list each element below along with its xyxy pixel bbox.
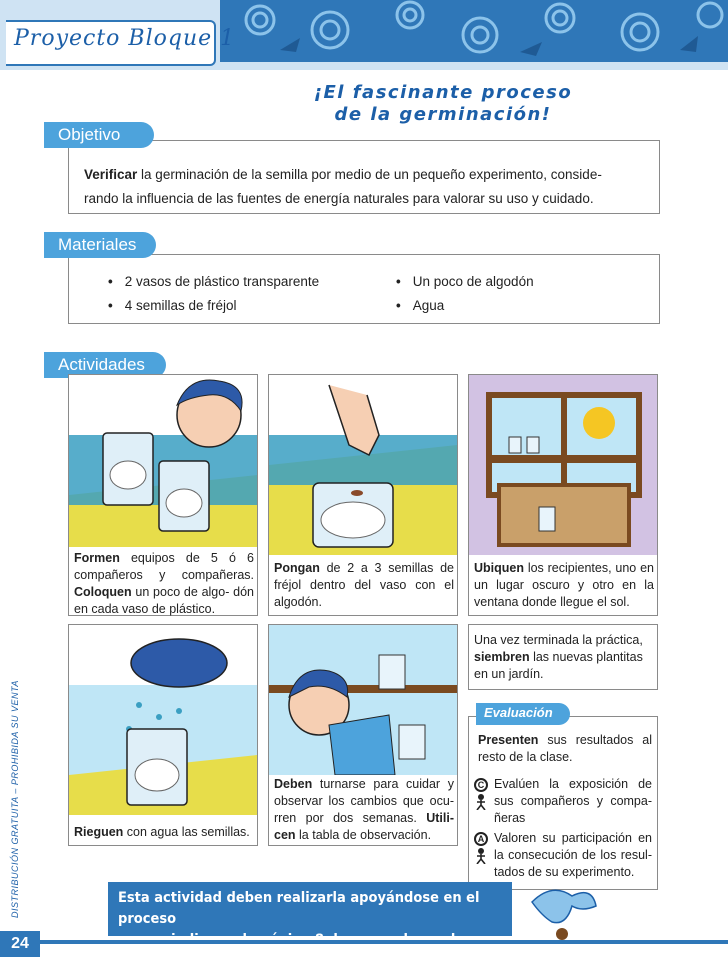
coevaluation-badge: C (474, 778, 488, 792)
person-icon (474, 794, 488, 810)
autoevaluation-text: Valoren su participación en la consecución de los resul- tados de su experimento. (494, 831, 652, 879)
activity-caption-2 (274, 560, 454, 611)
caption-lead: Formen (74, 551, 120, 565)
material-item: • Un poco de algodón (396, 274, 534, 289)
footer-rule (40, 940, 728, 944)
caption-text: las nuevas plantitas en un jardín. (474, 650, 643, 681)
activity-caption-1 (74, 550, 254, 618)
header-decoration (220, 0, 728, 62)
caption-lead: Rieguen (74, 825, 124, 839)
caption-text: equipos de 5 ó 6 compañeros y compañeras. (74, 551, 254, 582)
caption-lead: Deben (274, 777, 313, 791)
hand-seeds-illustration-icon (269, 375, 457, 555)
window-sun-illustration-icon (469, 375, 657, 555)
kid-notebook-illustration-icon (269, 625, 457, 775)
activity-caption-5 (274, 776, 454, 844)
caption-text: la tabla de observación. (295, 828, 432, 842)
caption-lead: Coloquen (74, 585, 132, 599)
coevaluation-text: Evalúen la exposición de sus compañeros y compa- ñeras (494, 777, 652, 825)
distribution-notice: DISTRIBUCIÓN GRATUITA – PROHIBIDA SU VENTA (10, 680, 20, 918)
objective-text (84, 163, 644, 211)
material-item: • 2 vasos de plástico transparente (108, 274, 319, 289)
materials-box (68, 254, 660, 324)
activity-panel-4 (68, 624, 258, 846)
caption-text: Una vez terminada la práctica, (474, 633, 643, 647)
activity-caption-4 (74, 824, 258, 841)
caption-lead: Utili- cen (274, 811, 454, 842)
project-tab-title: Proyecto Bloque 1 (14, 26, 236, 51)
water-splash-icon (522, 882, 602, 942)
caption-lead: Pongan (274, 561, 320, 575)
objective-label: Objetivo (44, 122, 154, 148)
page-number: 24 (0, 931, 40, 957)
evaluation-label: Evaluación (476, 703, 570, 725)
watering-shower-illustration-icon (69, 625, 257, 815)
caption-text: turnarse para cuidar y observar los cambios que ocu- rren por dos semanas. (274, 777, 454, 825)
caption-text: un poco de algo- dón en cada vaso de plástico. (74, 585, 254, 616)
page-title-line2: de la germinación! (334, 104, 552, 125)
caption-text: con agua las semillas. (123, 825, 250, 839)
activity-caption-6 (474, 632, 656, 683)
caption-text: de 2 a 3 semillas de fréjol dentro del vaso con el algodón. (274, 561, 454, 609)
materials-label: Materiales (44, 232, 156, 258)
activity-caption-3 (474, 560, 654, 611)
material-item: • Agua (396, 298, 444, 313)
note-line1: Esta actividad deben realizarla apoyándose en el proceso (118, 890, 480, 927)
evaluation-intro (478, 732, 652, 766)
objective-line1: la germinación de la semilla por medio de un pequeño experimento, conside- (137, 167, 602, 182)
page-title (268, 82, 618, 126)
activity-note (108, 882, 512, 969)
note-line2: actividades. (118, 953, 208, 969)
kids-cups-illustration-icon (69, 375, 257, 547)
material-item: • 4 semillas de fréjol (108, 298, 237, 313)
swirl-decoration-icon (220, 0, 728, 62)
activities-label: Actividades (44, 352, 166, 378)
objective-line2: rando la influencia de las fuentes de energía naturales para valorar su uso y cuidado. (84, 191, 594, 206)
evaluation-lead: Presenten (478, 733, 539, 747)
objective-lead: Verificar (84, 167, 138, 182)
page-title-line1: ¡El fascinante proceso (313, 82, 573, 103)
caption-lead: siembren (474, 650, 530, 664)
caption-text: los recipientes, uno en un lugar oscuro y otro en la ventana donde llegue el sol. (474, 561, 654, 609)
evaluation-text: sus resultados al resto de la clase. (478, 733, 652, 764)
caption-lead: Ubiquen (474, 561, 524, 575)
autoevaluation-badge: A (474, 832, 488, 846)
person-icon (474, 848, 488, 864)
